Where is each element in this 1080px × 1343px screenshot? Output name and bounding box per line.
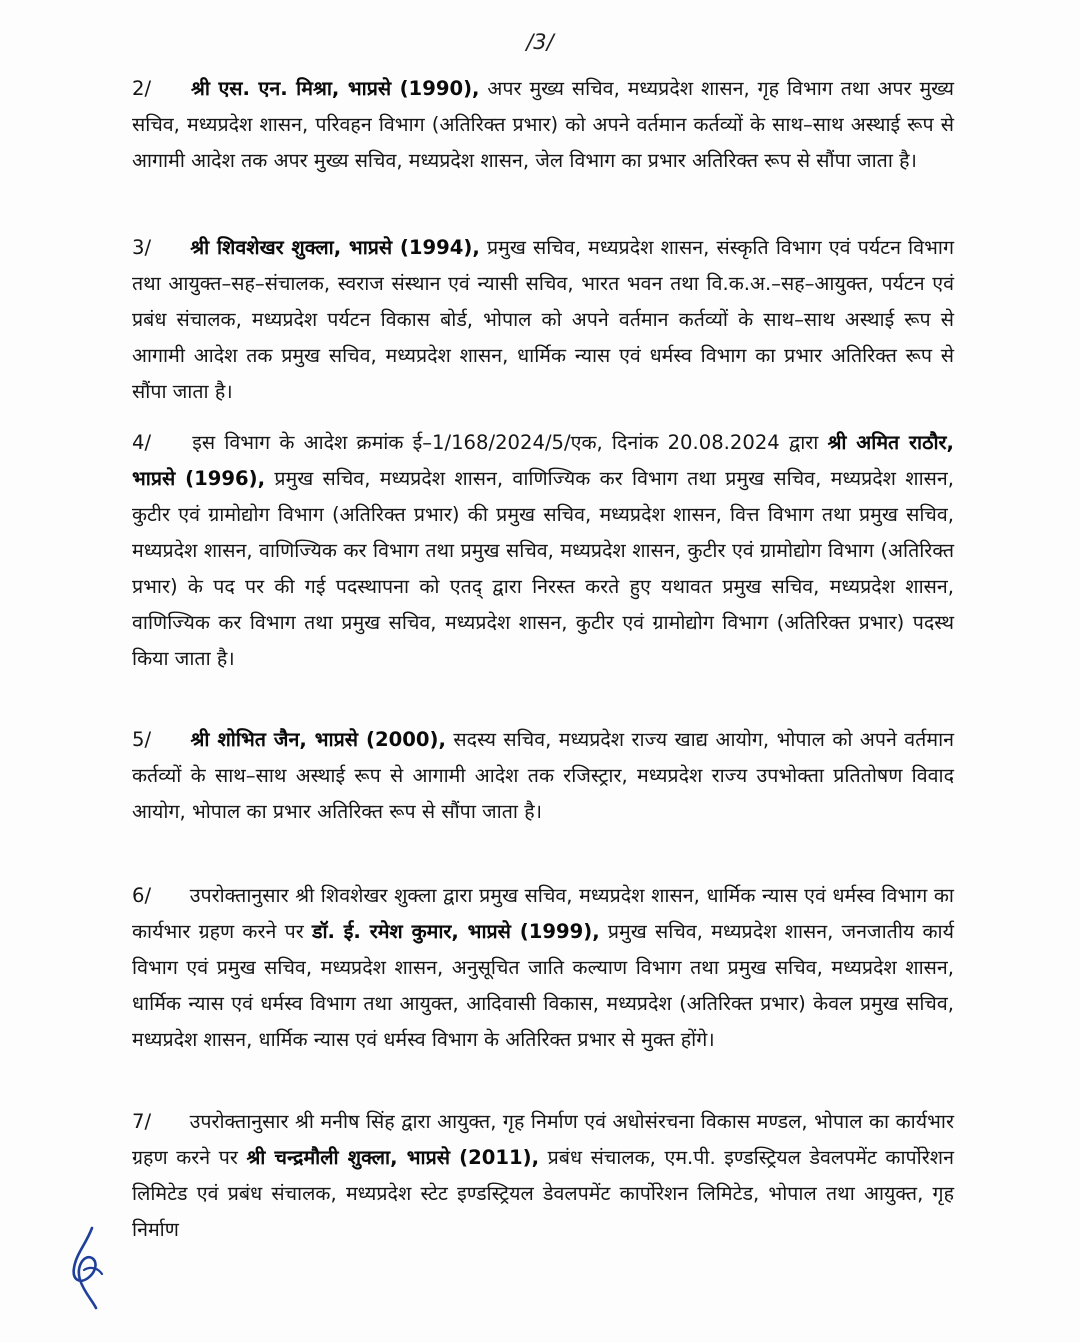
officer-name: डॉ. ई. रमेश कुमार, भाप्रसे (1999), [311, 920, 600, 943]
officer-name: श्री शिवशेखर शुक्ला, भाप्रसे (1994), [190, 236, 480, 259]
paragraph-number: 6/ [132, 884, 152, 907]
paragraph-2 [132, 71, 954, 179]
officer-name: श्री एस. एन. मिश्रा, भाप्रसे (1990), [191, 77, 480, 100]
paragraph-number: 3/ [132, 236, 152, 259]
page-number: /3/ [526, 30, 554, 54]
paragraph-text: प्रमुख सचिव, मध्यप्रदेश शासन, संस्कृति विभाग एवं पर्यटन विभाग तथा आयुक्त–सह–संचालक, स्वराज संस्थान एवं न्यासी सचिव, भारत भवन तथा वि.क.अ.–सह–आयुक्त, पर्यटन एवं प्रबंध संचालक, मध्यप्रदेश पर्यटन विकास बोर्ड, भोपाल को अपने वर्तमान कर्तव्यों के साथ–साथ अस्थाई रूप से आगामी आदेश तक प्रमुख सचिव, मध्यप्रदेश शासन, धार्मिक न्यास एवं धर्मस्व विभाग का प्रभार अतिरिक्त रूप से सौंपा जाता है। [132, 236, 954, 403]
officer-name: श्री शोभित जैन, भाप्रसे (2000), [190, 728, 446, 751]
handwritten-signature-icon [62, 1222, 114, 1312]
paragraph-3 [132, 230, 954, 410]
paragraph-number: 4/ [132, 431, 152, 454]
paragraph-text: प्रबंध संचालक, एम.पी. इण्डस्ट्रियल डेवलपमेंट कार्पोरेशन लिमिटेड एवं प्रबंध संचालक, मध्यप्रदेश स्टेट इण्डस्ट्रियल डेवलपमेंट कार्पोरेशन लिमिटेड, भोपाल तथा आयुक्त, गृह निर्माण [132, 1146, 954, 1241]
paragraph-text: प्रमुख सचिव, मध्यप्रदेश शासन, वाणिज्यिक कर विभाग तथा प्रमुख सचिव, मध्यप्रदेश शासन, कुटीर एवं ग्रामोद्योग विभाग (अतिरिक्त प्रभार) की प्रमुख सचिव, मध्यप्रदेश शासन, वित्त विभाग तथा प्रमुख सचिव, मध्यप्रदेश शासन, वाणिज्यिक कर विभाग तथा प्रमुख सचिव, मध्यप्रदेश शासन, कुटीर एवं ग्रामोद्योग विभाग (अतिरिक्त प्रभार) के पद पर की गई पदस्थापना को एतद् द्वारा निरस्त करते हुए यथावत प्रमुख सचिव, मध्यप्रदेश शासन, वाणिज्यिक कर विभाग तथा प्रमुख सचिव, मध्यप्रदेश शासन, कुटीर एवं ग्रामोद्योग विभाग (अतिरिक्त प्रभार) पदस्थ किया जाता है। [132, 467, 954, 670]
paragraph-text: सदस्य सचिव, मध्यप्रदेश राज्य खाद्य आयोग, भोपाल को अपने वर्तमान कर्तव्यों के साथ–साथ अस्थाई रूप से आगामी आदेश तक रजिस्ट्रार, मध्यप्रदेश राज्य उपभोक्ता प्रतितोषण विवाद आयोग, भोपाल का प्रभार अतिरिक्त रूप से सौंपा जाता है। [132, 728, 955, 823]
paragraph-7 [132, 1104, 954, 1248]
paragraph-6 [132, 878, 954, 1058]
paragraph-4 [132, 425, 954, 677]
paragraph-lead-text: उपरोक्तानुसार श्री शिवशेखर शुक्ला द्वारा प्रमुख सचिव, मध्यप्रदेश शासन, धार्मिक न्यास एवं धर्मस्व विभाग का कार्यभार ग्रहण करने पर [132, 884, 954, 943]
paragraph-number: 7/ [132, 1110, 152, 1133]
officer-name: श्री चन्द्रमौली शुक्ला, भाप्रसे (2011), [246, 1146, 540, 1169]
paragraph-5 [132, 722, 954, 830]
paragraph-lead-text: इस विभाग के आदेश क्रमांक ई–1/168/2024/5/एक, दिनांक 20.08.2024 द्वारा [192, 431, 819, 454]
officer-name: श्री अमित राठौर, भाप्रसे (1996), [132, 431, 954, 490]
paragraph-text: प्रमुख सचिव, मध्यप्रदेश शासन, जनजातीय कार्य विभाग एवं प्रमुख सचिव, मध्यप्रदेश शासन, अनुसूचित जाति कल्याण विभाग तथा प्रमुख सचिव, मध्यप्रदेश शासन, धार्मिक न्यास एवं धर्मस्व विभाग तथा आयुक्त, आदिवासी विकास, मध्यप्रदेश (अतिरिक्त प्रभार) केवल प्रमुख सचिव, मध्यप्रदेश शासन, धार्मिक न्यास एवं धर्मस्व विभाग के अतिरिक्त प्रभार से मुक्त होंगे। [132, 920, 954, 1051]
paragraph-lead-text: उपरोक्तानुसार श्री मनीष सिंह द्वारा आयुक्त, गृह निर्माण एवं अधोसंरचना विकास मण्डल, भोपाल का कार्यभार ग्रहण करने पर [132, 1110, 954, 1169]
paragraph-text: अपर मुख्य सचिव, मध्यप्रदेश शासन, गृह विभाग तथा अपर मुख्य सचिव, मध्यप्रदेश शासन, परिवहन विभाग (अतिरिक्त प्रभार) को अपने वर्तमान कर्तव्यों के साथ–साथ अस्थाई रूप से आगामी आदेश तक अपर मुख्य सचिव, मध्यप्रदेश शासन, जेल विभाग का प्रभार अतिरिक्त रूप से सौंपा जाता है। [132, 77, 954, 172]
paragraph-number: 5/ [132, 728, 152, 751]
paragraph-number: 2/ [132, 77, 152, 100]
